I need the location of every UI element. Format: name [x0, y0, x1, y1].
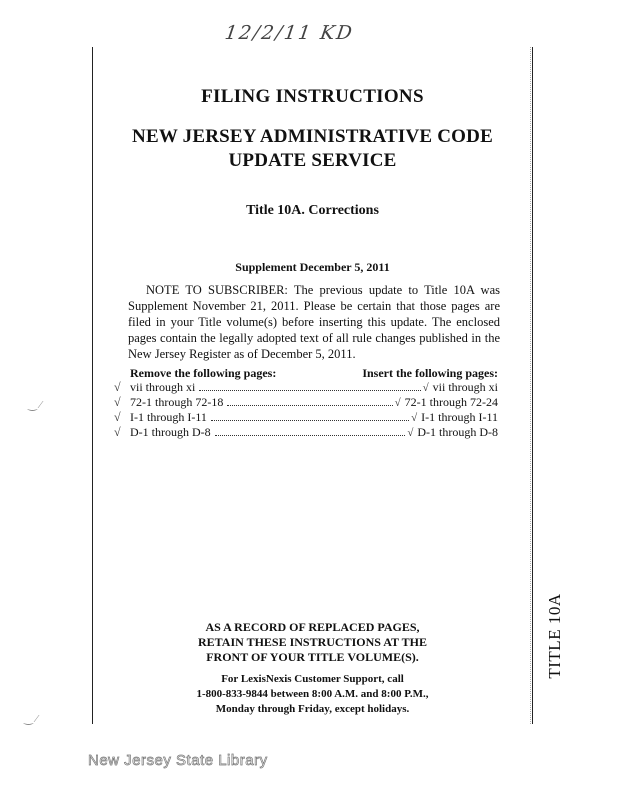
subtitle-line: UPDATE SERVICE	[228, 150, 397, 171]
insert-pages: 72-1 through 72-24	[404, 395, 498, 409]
remove-pages: I-1 through I-11	[130, 410, 207, 424]
spine-title-label: TITLE 10A	[545, 593, 564, 679]
subtitle	[93, 125, 532, 173]
instructions-list	[114, 380, 498, 440]
check-mark-icon: √	[114, 410, 121, 424]
check-mark-icon: √	[114, 425, 121, 439]
note-to-subscriber: NOTE TO SUBSCRIBER: The previous update to Title 10A was Supplement November 21, 2011. Please be certain that those pages are filed in your Title volume(s) before inserting this update. The enclosed pages contain the legally adopted text of all rule changes published in the New Jersey Register as of December 5, 2011.	[128, 283, 500, 361]
check-mark-icon: √	[394, 397, 401, 409]
insert-pages: I-1 through I-11	[421, 410, 498, 424]
library-stamp: New Jersey State Library	[88, 752, 268, 769]
customer-support-info	[93, 672, 532, 717]
check-mark-icon: √	[114, 380, 121, 394]
insert-pages: vii through xi	[432, 380, 498, 394]
dot-leader	[211, 420, 409, 421]
check-mark-icon: √	[114, 395, 121, 409]
record-notice	[93, 620, 532, 665]
instruction-row	[114, 410, 498, 425]
dot-leader	[199, 390, 420, 391]
insert-pages: D-1 through D-8	[417, 425, 498, 439]
margin-mark: ‿ ⁄	[24, 713, 38, 725]
insert-header: Insert the following pages:	[362, 366, 498, 380]
remove-pages: 72-1 through 72-18	[130, 395, 224, 409]
instruction-row	[114, 395, 498, 410]
check-mark-icon: √	[411, 412, 418, 424]
page-title: FILING INSTRUCTIONS	[201, 86, 424, 107]
instructions-header	[130, 366, 498, 381]
title-number: Title 10A. Corrections	[246, 203, 379, 218]
support-line: Monday through Friday, except holidays.	[215, 703, 410, 715]
instruction-row	[114, 425, 498, 440]
dot-leader	[227, 405, 392, 406]
instruction-row	[114, 380, 498, 395]
check-mark-icon: √	[422, 382, 429, 394]
supplement-date: Supplement December 5, 2011	[235, 260, 390, 274]
margin-mark: ‿ ⁄	[28, 399, 42, 411]
remove-pages: vii through xi	[130, 380, 196, 394]
subtitle-line: NEW JERSEY ADMINISTRATIVE CODE	[132, 126, 493, 147]
remove-pages: D-1 through D-8	[130, 425, 211, 439]
record-line: RETAIN THESE INSTRUCTIONS AT THE	[198, 635, 427, 649]
support-line: For LexisNexis Customer Support, call	[221, 673, 404, 685]
support-line: 1-800-833-9844 between 8:00 A.M. and 8:00 P.M.,	[196, 688, 429, 700]
record-line: AS A RECORD OF REPLACED PAGES,	[205, 620, 420, 634]
record-line: FRONT OF YOUR TITLE VOLUME(S).	[206, 650, 419, 664]
dot-leader	[215, 435, 406, 436]
page-border-right	[532, 47, 533, 724]
handwritten-date: 12/2/11 KD	[223, 22, 356, 44]
remove-header: Remove the following pages:	[130, 366, 277, 380]
check-mark-icon: √	[407, 427, 414, 439]
